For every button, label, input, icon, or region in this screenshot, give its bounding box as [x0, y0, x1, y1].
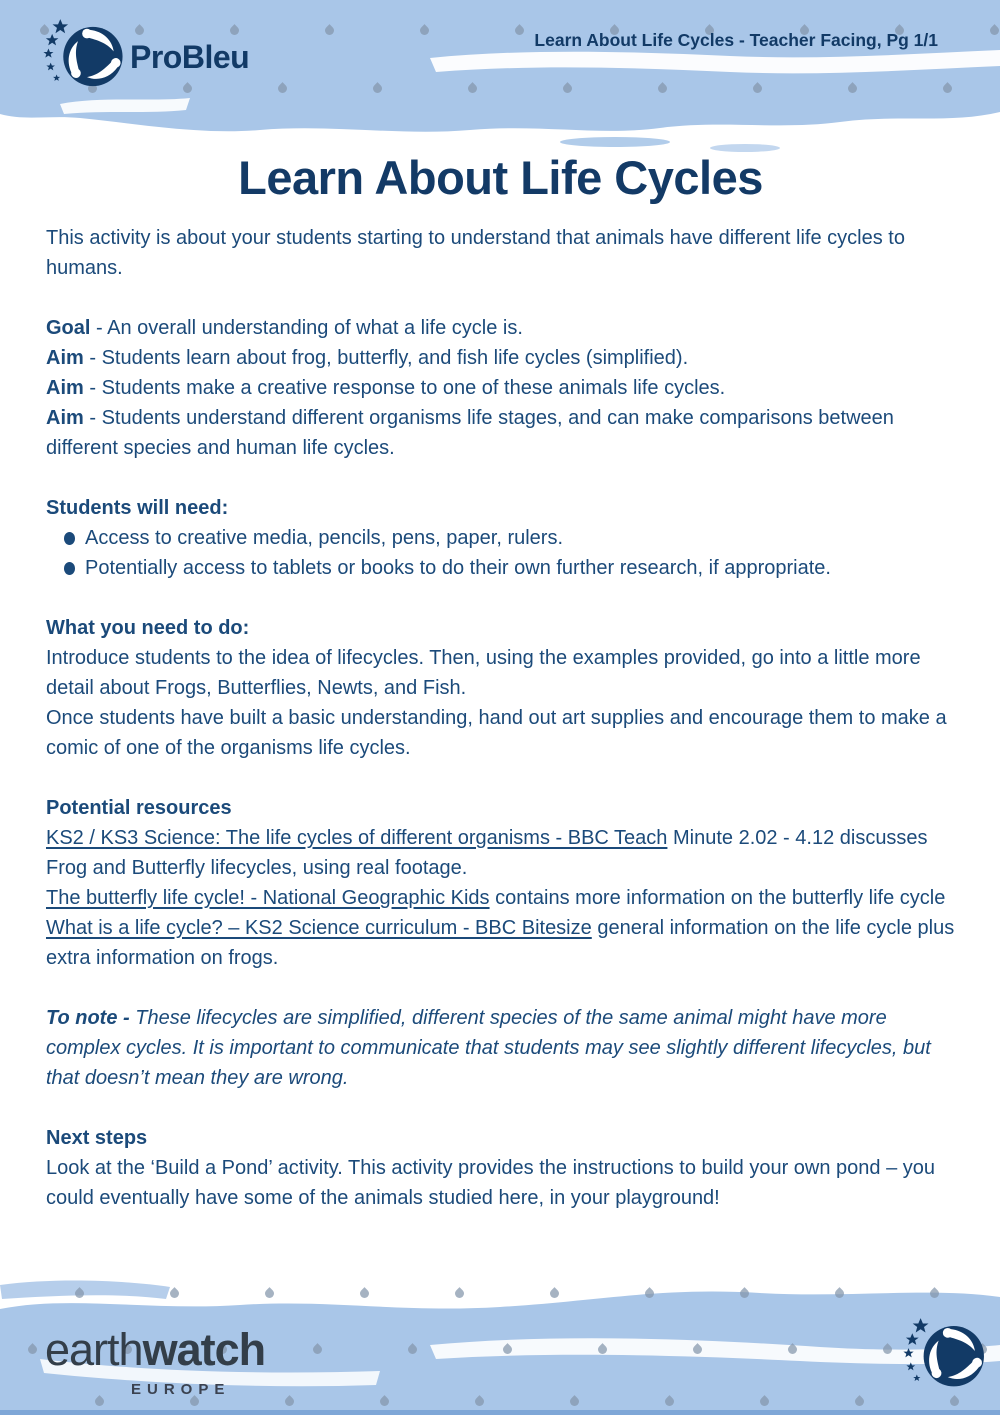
goal-line: Goal - An overall understanding of what a life cycle is.: [46, 317, 523, 339]
resource-item: KS2 / KS3 Science: The life cycles of different organisms - BBC Teach Minute 2.02 - 4.12 discusses Frog and Butterfly lifecycles, using real footage.: [46, 827, 928, 879]
document-header-title: Learn About Life Cycles - Teacher Facing, Pg 1/1: [534, 30, 938, 50]
aim-line: Aim - Students learn about frog, butterfly, and fish life cycles (simplified).: [46, 347, 689, 369]
probleu-swirl-stars-icon: [902, 1317, 988, 1399]
resource-item: The butterfly life cycle! - National Geographic Kids contains more information on the butterfly life cycle: [46, 887, 946, 909]
resource-link-bbc-bitesize[interactable]: What is a life cycle? – KS2 Science curriculum - BBC Bitesize: [46, 917, 592, 939]
students-need-list: [46, 523, 955, 583]
what-to-do-heading: What you need to do:: [46, 617, 250, 639]
probleu-swirl-stars-icon: [42, 18, 124, 96]
next-steps-heading: Next steps: [46, 1127, 148, 1149]
probleu-logo: [42, 18, 249, 96]
note-paragraph: To note - These lifecycles are simplified, different species of the same animal might have more complex cycles. It is important to communicate that students may see slightly different lifecycles, but that doesn’t mean they are wrong.: [46, 1007, 931, 1089]
what-to-do-section: [46, 613, 955, 763]
next-steps-paragraph: Look at the ‘Build a Pond’ activity. This activity provides the instructions to build your own pond – you could eventually have some of the animals studied here, in your playground!: [46, 1157, 936, 1209]
earthwatch-region-label: EUROPE: [131, 1381, 231, 1398]
resource-link-natgeo-kids[interactable]: The butterfly life cycle! - National Geographic Kids: [46, 887, 490, 909]
bullet-dot-icon: [64, 532, 75, 545]
resource-item: What is a life cycle? – KS2 Science curriculum - BBC Bitesize general information on the life cycle plus extra information on frogs.: [46, 917, 955, 969]
resources-section: [46, 793, 955, 973]
page-title: Learn About Life Cycles: [238, 151, 763, 204]
aim-line: Aim - Students understand different organisms life stages, and can make comparisons between different species and human life cycles.: [46, 407, 894, 459]
goals-section: [46, 313, 955, 463]
what-to-do-paragraph-2: Once students have built a basic understanding, hand out art supplies and encourage them to make a comic of one of the organisms life cycles.: [46, 707, 947, 759]
earthwatch-logo: [45, 1324, 266, 1398]
list-item: Access to creative media, pencils, pens, paper, rulers.: [46, 523, 955, 553]
aim-line: Aim - Students make a creative response to one of these animals life cycles.: [46, 377, 726, 399]
list-item: Potentially access to tablets or books to do their own further research, if appropriate.: [46, 553, 955, 583]
footer-band: [0, 1265, 1000, 1415]
header-band: [0, 0, 1000, 160]
students-need-heading: Students will need:: [46, 497, 229, 519]
students-need-section: [46, 493, 955, 583]
probleu-logo-text: ProBleu: [130, 38, 250, 75]
resources-heading: Potential resources: [46, 797, 232, 819]
intro-paragraph: This activity is about your students starting to understand that animals have different life cycles to humans.: [46, 227, 905, 279]
what-to-do-paragraph-1: Introduce students to the idea of lifecycles. Then, using the examples provided, go into a little more detail about Frogs, Butterflies, Newts, and Fish.: [46, 647, 921, 699]
note-section: [46, 1003, 955, 1093]
document-body: [46, 150, 955, 1213]
bullet-dot-icon: [64, 562, 75, 575]
resource-link-bbc-teach[interactable]: KS2 / KS3 Science: The life cycles of different organisms - BBC Teach: [46, 827, 668, 849]
earthwatch-wordmark: earthwatch: [45, 1324, 266, 1375]
next-steps-section: [46, 1123, 955, 1213]
